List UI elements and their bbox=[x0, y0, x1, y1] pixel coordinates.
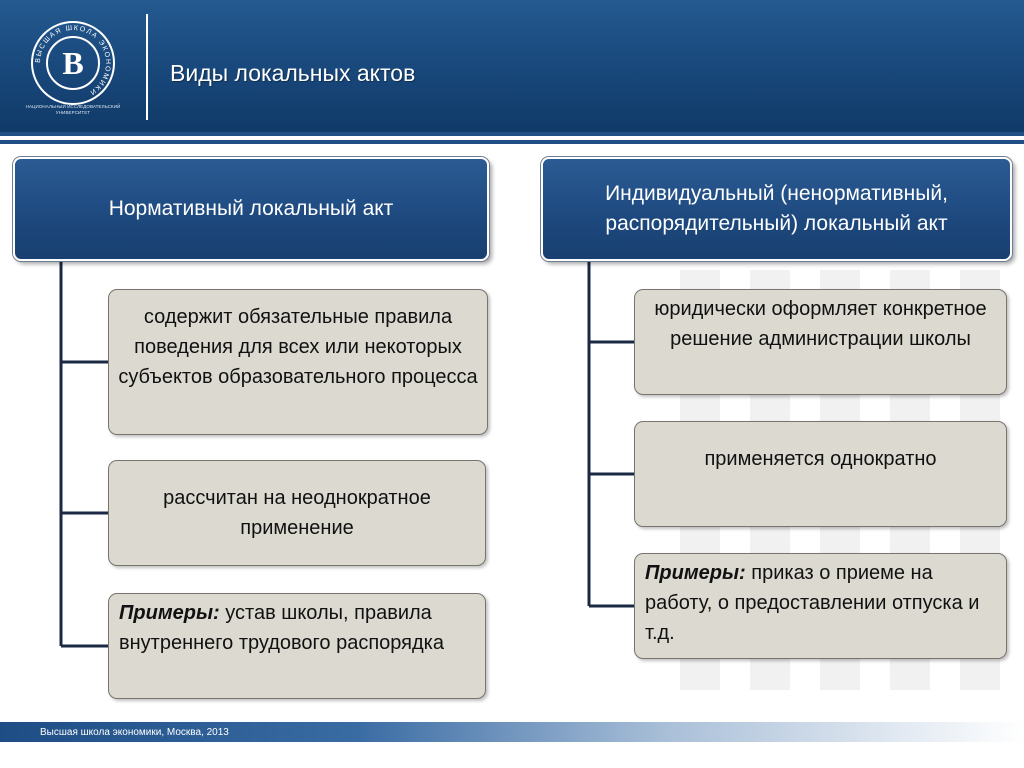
logo-ring-text: ВЫСШАЯ ШКОЛА ЭКОНОМИКИ bbox=[34, 24, 112, 97]
logo-caption: НАЦИОНАЛЬНЫЙ ИССЛЕДОВАТЕЛЬСКИЙ УНИВЕРСИТЕТ bbox=[25, 104, 121, 115]
page-title: Виды локальных актов bbox=[170, 60, 416, 86]
right-item-3-label: Примеры: bbox=[645, 562, 746, 584]
right-heading-box bbox=[541, 157, 1012, 261]
left-item-3 bbox=[108, 593, 486, 699]
left-item-1-text: содержит обязательные правила поведения для всех или некоторых субъектов образовательного процесса bbox=[118, 306, 478, 388]
left-heading-box bbox=[13, 157, 489, 261]
right-item-1 bbox=[634, 289, 1007, 395]
right-item-3-text: приказ о приеме на работу, о предоставлении отпуска и т.д. bbox=[645, 562, 980, 644]
left-heading-text: Нормативный локальный акт bbox=[108, 197, 394, 220]
left-item-3-label: Примеры: bbox=[119, 602, 220, 624]
right-heading-text: Индивидуальный (ненормативный, распорядительный) локальный акт bbox=[605, 182, 948, 235]
left-item-2-text: рассчитан на неоднократное применение bbox=[163, 487, 431, 539]
left-item-1 bbox=[108, 289, 488, 435]
right-item-2 bbox=[634, 421, 1007, 527]
left-item-3-text: устав школы, правила внутреннего трудового распорядка bbox=[119, 602, 444, 654]
right-item-2-text: применяется однократно bbox=[704, 448, 937, 470]
right-item-3 bbox=[634, 553, 1007, 659]
left-item-2 bbox=[108, 460, 486, 566]
right-item-1-text: юридически оформляет конкретное решение администрации школы bbox=[654, 298, 987, 350]
svg-text:В: В bbox=[62, 45, 84, 81]
footer-text: Высшая школа экономики, Москва, 2013 bbox=[40, 727, 229, 738]
